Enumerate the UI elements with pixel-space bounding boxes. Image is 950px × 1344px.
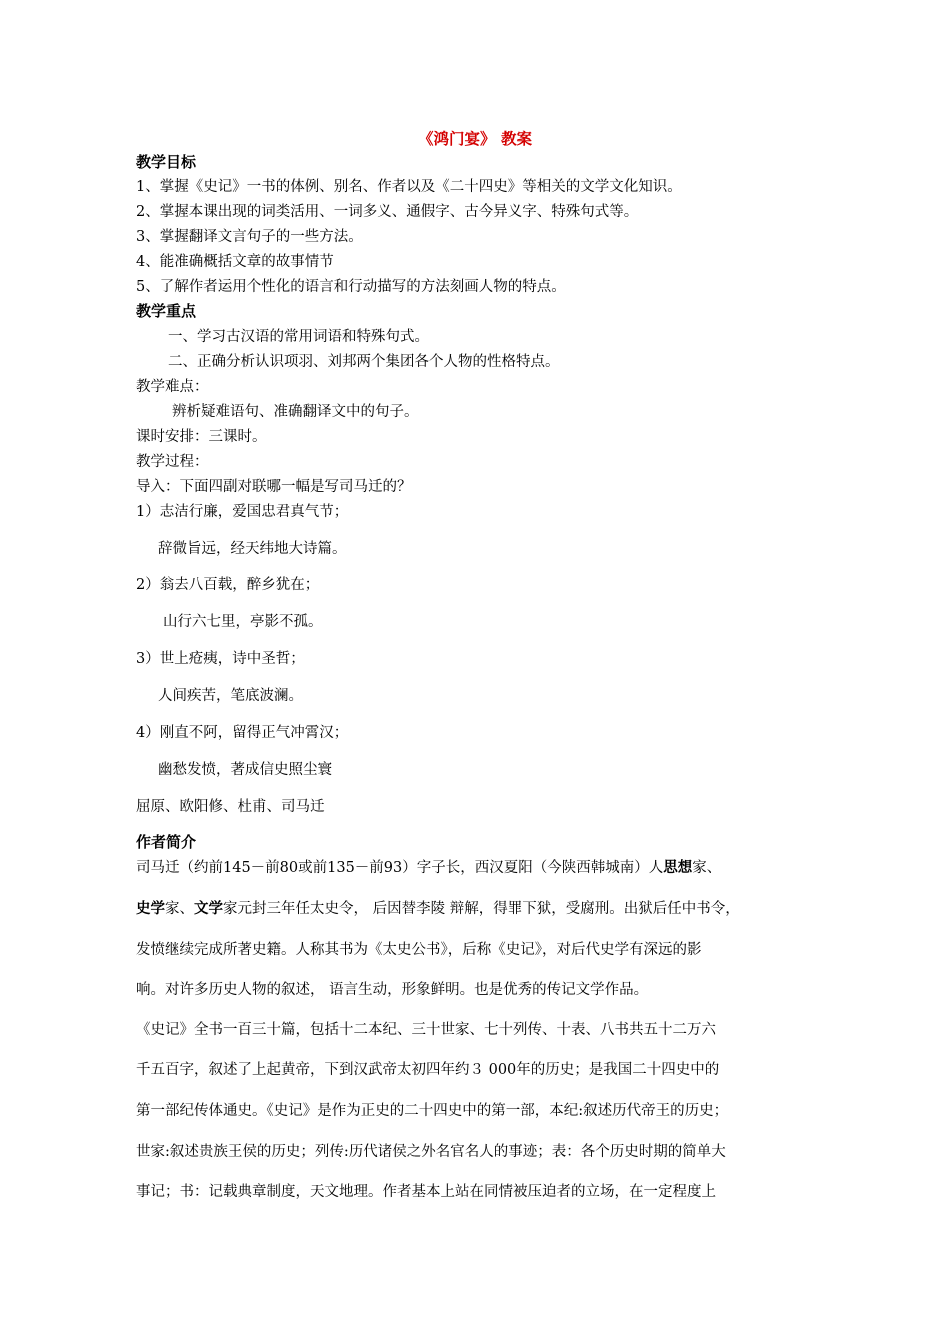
objective-item: 4、能准确概括文章的故事情节 — [136, 254, 334, 270]
key-points-heading: 教学重点 — [136, 302, 197, 320]
shiji-paragraph-line: 第一部纪传体通史。《史记》是作为正史的二十四史中的第一部，本纪:叙述历代帝王的历史； — [136, 1103, 729, 1119]
couplet-second-line: 辞微旨远，经天纬地大诗篇。 — [158, 541, 347, 557]
couplet-second-line: 山行六七里，亭影不孤。 — [163, 614, 323, 630]
difficulty-text: 辨析疑难语句、准确翻译文中的句子。 — [172, 404, 419, 420]
keyword-thought: 思想 — [663, 860, 693, 876]
couplet-first-line: 4）刚直不阿，留得正气冲霄汉； — [136, 725, 349, 741]
couplet-first-line: 1）志洁行廉，爱国忠君真气节； — [136, 504, 349, 520]
author-text: 家、 — [692, 860, 722, 876]
author-text: 家、 — [165, 901, 194, 917]
author-text: 司马迁（约前145－前80或前135－前93）字子长，西汉夏阳（今陕西韩城南）人 — [136, 860, 664, 876]
objective-item: 2、掌握本课出现的词类活用、一词多义、通假字、古今异义字、特殊句式等。 — [136, 204, 639, 220]
author-text: 家元封三年任太史令， 后因替李陵 辩解，得罪下狱，受腐刑。出狱后任中书令， — [223, 901, 740, 917]
shiji-paragraph-line: 千五百字，叙述了上起黄帝，下到汉武帝太初四年约３ 000年的历史；是我国二十四史中的 — [136, 1062, 720, 1078]
author-paragraph-line — [136, 899, 740, 919]
couplet-first-line: 2）翁去八百载，醉乡犹在； — [136, 577, 320, 593]
author-paragraph-line: 发愤继续完成所著史籍。人称其书为《太史公书》，后称《史记》，对后代史学有深远的影 — [136, 942, 702, 958]
couplet-second-line: 幽愁发愤，著成信史照尘寰 — [158, 762, 332, 778]
document-title: 《鸿门宴》 教案 — [418, 130, 532, 148]
keyword-literature: 文学 — [194, 901, 223, 917]
author-paragraph-line: 响。对许多历史人物的叙述， 语言生动，形象鲜明。也是优秀的传记文学作品。 — [136, 982, 649, 998]
process-heading: 教学过程： — [136, 454, 209, 470]
shiji-paragraph-line: 世家:叙述贵族王侯的历史；列传:历代诸侯之外名官名人的事迹；表：各个历史时期的简单大 — [136, 1144, 726, 1160]
couplet-second-line: 人间疾苦，笔底波澜。 — [158, 688, 303, 704]
key-point-item: 二、正确分析认识项羽、刘邦两个集团各个人物的性格特点。 — [168, 354, 560, 370]
difficulty-heading: 教学难点： — [136, 379, 209, 395]
shiji-paragraph-line: 事记；书：记载典章制度，天文地理。作者基本上站在同情被压迫者的立场，在一定程度上 — [136, 1184, 716, 1200]
couplet-answer: 屈原、欧阳修、杜甫、司马迁 — [136, 799, 325, 815]
objectives-heading: 教学目标 — [136, 153, 197, 171]
keyword-history: 史学 — [136, 901, 165, 917]
key-point-item: 一、学习古汉语的常用词语和特殊句式。 — [168, 329, 429, 345]
schedule-text: 课时安排：三课时。 — [136, 429, 267, 445]
objective-item: 5、了解作者运用个性化的语言和行动描写的方法刻画人物的特点。 — [136, 279, 566, 295]
objective-item: 1、掌握《史记》一书的体例、别名、作者以及《二十四史》等相关的文学文化知识。 — [136, 179, 682, 195]
couplet-first-line: 3）世上疮痍，诗中圣哲； — [136, 651, 305, 667]
author-paragraph-line — [136, 858, 721, 878]
author-heading: 作者简介 — [136, 833, 197, 851]
intro-text: 导入：下面四副对联哪一幅是写司马迁的？ — [136, 479, 412, 495]
objective-item: 3、掌握翻译文言句子的一些方法。 — [136, 229, 363, 245]
shiji-paragraph-line: 《史记》全书一百三十篇，包括十二本纪、三十世家、七十列传、十表、八书共五十二万六 — [136, 1022, 716, 1038]
